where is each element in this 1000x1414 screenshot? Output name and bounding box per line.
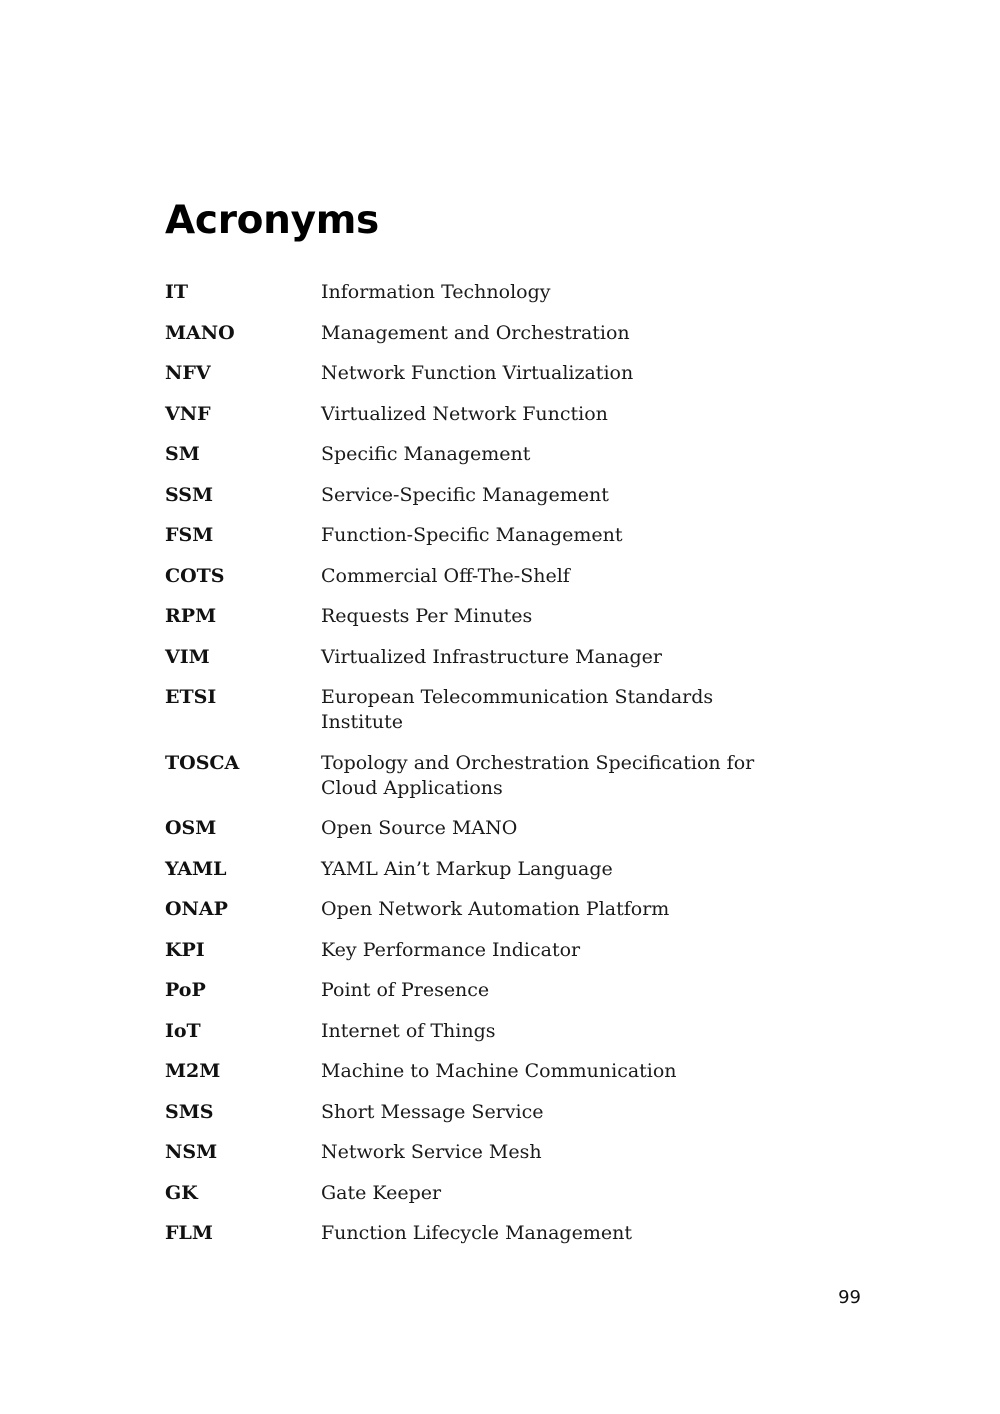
- acronym-definition: Information Technology: [321, 281, 551, 303]
- acronym-term: ETSI: [165, 686, 217, 708]
- acronym-definition: Management and Orchestration: [321, 321, 630, 344]
- acronym-entry: [165, 1019, 825, 1044]
- acronym-definition: Commercial Off-The-Shelf: [321, 564, 570, 587]
- acronym-term: PoP: [165, 979, 206, 1001]
- acronym-entry: [165, 523, 825, 548]
- acronym-definition: Function-Specific Management: [321, 524, 623, 546]
- acronym-term: SMS: [165, 1100, 214, 1123]
- acronym-definition: YAML Ain’t Markup Language: [321, 857, 613, 880]
- acronym-definition: Virtualized Network Function: [321, 402, 608, 425]
- page-number: 99: [838, 1287, 861, 1308]
- acronym-term: IT: [165, 281, 189, 303]
- acronym-entry: [165, 938, 825, 963]
- acronym-entry: [165, 751, 825, 801]
- acronym-entry: [165, 645, 825, 670]
- acronym-definition: Topology and Orchestration Specification for Cloud Applications: [321, 751, 755, 799]
- acronym-definition: Specific Management: [321, 443, 531, 465]
- acronym-definition: Network Function Virtualization: [321, 362, 634, 384]
- acronym-entry: [165, 280, 825, 305]
- acronym-definition: Short Message Service: [321, 1100, 544, 1123]
- acronym-term: OSM: [165, 817, 217, 839]
- acronym-entry: [165, 1100, 825, 1125]
- acronym-term: VIM: [165, 645, 210, 668]
- acronym-definition: Network Service Mesh: [321, 1141, 542, 1163]
- acronym-term: RPM: [165, 605, 217, 627]
- acronym-entry: [165, 685, 825, 735]
- acronym-term: M2M: [165, 1060, 221, 1082]
- acronym-definition: Machine to Machine Communication: [321, 1060, 677, 1082]
- acronym-term: NSM: [165, 1141, 218, 1163]
- page-title: Acronyms: [165, 198, 379, 243]
- acronym-entry: [165, 1181, 825, 1206]
- acronym-term: COTS: [165, 564, 225, 587]
- acronym-definition: Key Performance Indicator: [321, 938, 581, 961]
- acronym-term: SM: [165, 443, 200, 465]
- acronym-definition: Service-Specific Management: [321, 483, 609, 506]
- acronym-entry: [165, 1140, 825, 1165]
- acronym-term: VNF: [165, 402, 211, 425]
- acronym-entry: [165, 483, 825, 508]
- acronym-term: YAML: [165, 857, 227, 880]
- acronym-term: ONAP: [165, 898, 228, 920]
- acronym-term: GK: [165, 1181, 198, 1204]
- acronym-definition: European Telecommunication Standards Institute: [321, 686, 714, 733]
- acronym-entry: [165, 857, 825, 882]
- acronym-definition: Gate Keeper: [321, 1181, 442, 1204]
- acronym-entry: [165, 897, 825, 922]
- acronym-term: SSM: [165, 483, 214, 506]
- acronym-entry: [165, 402, 825, 427]
- acronym-term: IoT: [165, 1019, 201, 1042]
- acronym-term: FLM: [165, 1222, 213, 1244]
- acronym-entry: [165, 978, 825, 1003]
- acronym-definition: Open Network Automation Platform: [321, 898, 670, 920]
- acronym-term: FSM: [165, 524, 214, 546]
- acronym-definition: Open Source MANO: [321, 817, 518, 839]
- acronym-term: KPI: [165, 938, 205, 961]
- acronym-definition: Point of Presence: [321, 979, 490, 1001]
- acronym-term: MANO: [165, 321, 235, 344]
- acronym-list: [165, 280, 825, 1262]
- acronym-entry: [165, 321, 825, 346]
- acronym-entry: [165, 816, 825, 841]
- acronym-entry: [165, 442, 825, 467]
- acronym-term: TOSCA: [165, 751, 240, 774]
- acronym-entry: [165, 1059, 825, 1084]
- acronym-entry: [165, 361, 825, 386]
- acronym-entry: [165, 564, 825, 589]
- acronym-entry: [165, 604, 825, 629]
- acronym-definition: Virtualized Infrastructure Manager: [321, 645, 662, 668]
- acronym-definition: Requests Per Minutes: [321, 605, 533, 627]
- acronym-term: NFV: [165, 362, 211, 384]
- acronym-definition: Internet of Things: [321, 1019, 496, 1042]
- acronym-definition: Function Lifecycle Management: [321, 1222, 632, 1244]
- acronym-entry: [165, 1221, 825, 1246]
